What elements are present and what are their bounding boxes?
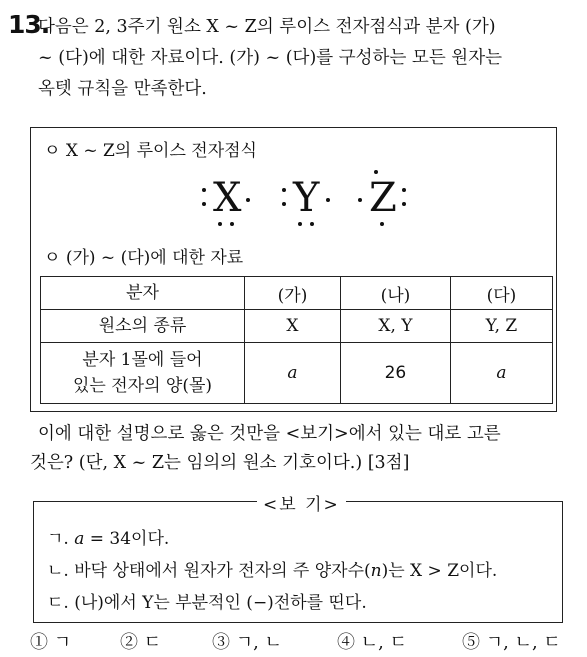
electron-dot <box>218 222 222 226</box>
choice-2[interactable] <box>120 628 161 654</box>
electron-dot <box>374 170 378 174</box>
table-cell: 26 <box>340 343 450 404</box>
lewis-x <box>199 170 259 230</box>
electron-dot <box>402 188 406 192</box>
choice-number: ④ <box>337 632 355 653</box>
table-cell <box>41 343 245 404</box>
stem-line: 옥텟 규칙을 만족한다. <box>38 79 207 99</box>
bogi-text: = 34이다. <box>84 529 170 549</box>
electron-dot <box>202 202 206 206</box>
table-row <box>41 343 553 404</box>
choice-text: ㄷ <box>143 632 162 653</box>
question-number: 13. <box>8 10 50 39</box>
table-header-cell: (가) <box>245 277 341 310</box>
choice-text: ㄴ, ㄷ <box>360 632 407 653</box>
electron-dot <box>326 198 330 202</box>
electron-dot <box>402 202 406 206</box>
prompt-line: 것은? (단, X ~ Z는 임의의 원소 기호이다.) [3점] <box>30 453 410 473</box>
electron-dot <box>202 188 206 192</box>
electron-dot <box>282 188 286 192</box>
table-row <box>41 310 553 343</box>
choice-1[interactable] <box>30 628 71 654</box>
table-header-cell: 분자 <box>41 277 245 310</box>
table-header-cell: (다) <box>450 277 552 310</box>
table-cell: a <box>245 343 341 404</box>
table-header-cell: (나) <box>340 277 450 310</box>
choice-number: ① <box>30 632 48 653</box>
choice-text: ㄱ <box>53 632 72 653</box>
choice-3[interactable] <box>212 628 282 654</box>
choice-number: ⑤ <box>462 632 480 653</box>
bogi-item <box>47 524 169 549</box>
bogi-text: )는 X > Z이다. <box>381 561 498 581</box>
table-cell: Y, Z <box>450 310 552 343</box>
electron-dot <box>246 198 250 202</box>
bogi-item <box>47 556 497 581</box>
choice-text: ㄱ, ㄴ, ㄷ <box>485 632 561 653</box>
choice-number: ③ <box>212 632 230 653</box>
table-cell: 원소의 종류 <box>41 310 245 343</box>
electron-dot <box>380 222 384 226</box>
table-cell: X, Y <box>340 310 450 343</box>
stem-line: 다음은 2, 3주기 원소 X ~ Z의 루이스 전자점식과 분자 (가) <box>38 17 496 37</box>
stem-line: ~ (다)에 대한 자료이다. (가) ~ (다)를 구성하는 모든 원자는 <box>38 48 503 68</box>
element-symbol-z: Z <box>369 175 397 221</box>
electron-dot <box>230 222 234 226</box>
bogi-variable: a <box>74 529 85 549</box>
question-stem <box>38 12 578 105</box>
element-symbol-x: X <box>213 175 242 221</box>
bogi-marker: ㄱ. <box>47 529 69 549</box>
bogi-marker: ㄷ. <box>47 593 69 613</box>
choice-5[interactable] <box>462 628 561 654</box>
choice-4[interactable] <box>337 628 407 654</box>
choice-number: ② <box>120 632 138 653</box>
lewis-y <box>279 170 339 230</box>
choice-text: ㄱ, ㄴ <box>235 632 282 653</box>
lewis-z <box>355 170 415 230</box>
prompt-line: 이에 대한 설명으로 옳은 것만을 <보기>에서 있는 대로 고른 <box>38 424 501 444</box>
row-label-line: 있는 전자의 양(몰) <box>72 376 213 396</box>
bogi-marker: ㄴ. <box>47 561 69 581</box>
row-label-line: 분자 1몰에 들어 <box>82 350 203 370</box>
bogi-variable: n <box>370 561 382 581</box>
bogi-item <box>47 588 367 613</box>
lewis-section-title: ㅇ X ~ Z의 루이스 전자점식 <box>44 141 257 161</box>
electron-dot <box>282 202 286 206</box>
question-prompt <box>30 420 580 478</box>
bogi-title: <보 기> <box>257 490 346 515</box>
element-symbol-y: Y <box>293 175 320 221</box>
table-cell: a <box>450 343 552 404</box>
bogi-text: (나)에서 Y는 부분적인 (−)전하를 띤다. <box>74 593 367 613</box>
molecule-section-title: ㅇ (가) ~ (다)에 대한 자료 <box>44 248 244 268</box>
table-row <box>41 277 553 310</box>
molecule-data-table <box>40 276 553 404</box>
bogi-text: 바닥 상태에서 원자가 전자의 주 양자수( <box>74 561 371 581</box>
table-cell: X <box>245 310 341 343</box>
electron-dot <box>358 198 362 202</box>
electron-dot <box>310 222 314 226</box>
electron-dot <box>298 222 302 226</box>
